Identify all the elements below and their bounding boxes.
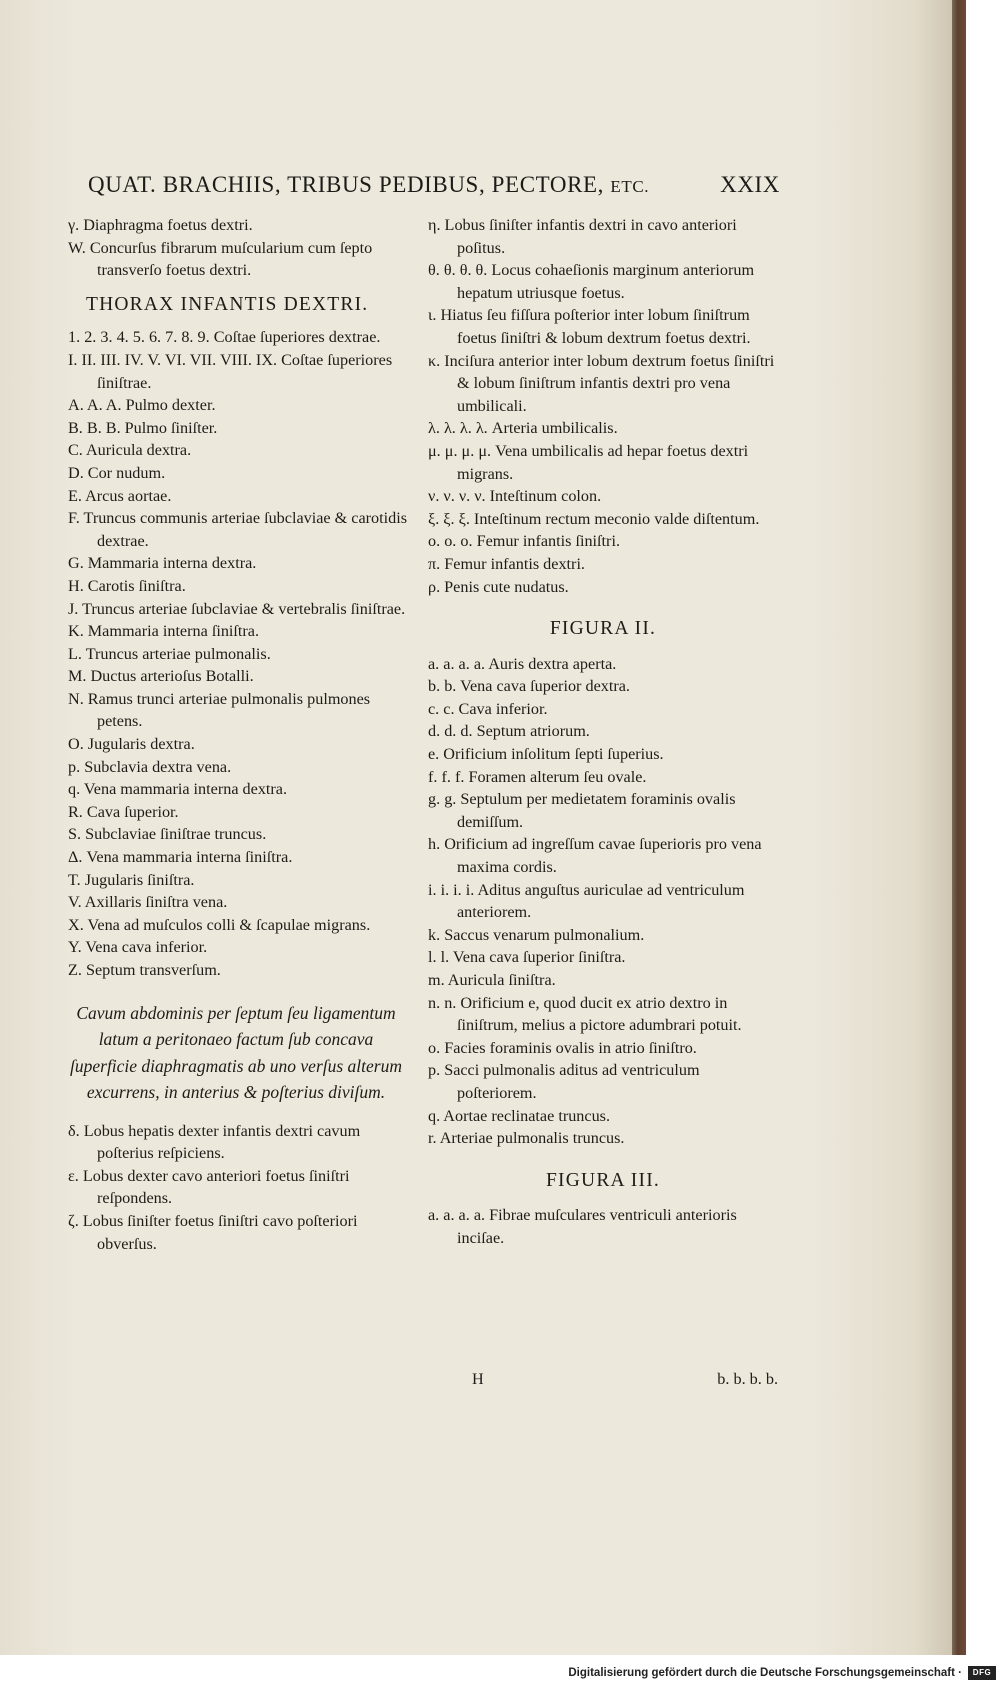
legend-entry: O. Jugularis dextra. xyxy=(68,735,195,754)
right-entries-top xyxy=(428,214,778,598)
legend-entry: ι. Hiatus ſeu fiſſura poſterior inter lobum ſiniſtrum foetus ſiniſtri & lobum dextrum foetus dextri. xyxy=(428,306,751,347)
right-column xyxy=(428,214,778,1250)
legend-entry: n. n. Orificium e, quod ducit ex atrio dextro in ſiniſtrum, melius a pictore adumbrari potuit. xyxy=(428,993,742,1035)
legend-entry: γ. Diaphragma foetus dextri. xyxy=(68,216,253,234)
legend-entry: R. Cava ſuperior. xyxy=(68,802,179,821)
legend-entry: ζ. Lobus ſiniſter foetus ſiniſtri cavo poſteriori obverſus. xyxy=(68,1211,358,1253)
legend-entry: m. Auricula ſiniſtra. xyxy=(428,971,556,989)
legend-entry: q. Aortae reclinatae truncus. xyxy=(428,1106,611,1125)
legend-entry: l. l. Vena cava ſuperior ſiniſtra. xyxy=(428,948,626,967)
legend-entry: p. Sacci pulmonalis aditus ad ventriculum poſteriorem. xyxy=(428,1061,700,1102)
legend-entry: q. Vena mammaria interna dextra. xyxy=(68,780,288,799)
legend-entry: W. Concurſus fibrarum muſcularium cum ſepto transverſo foetus dextri. xyxy=(68,238,373,280)
legend-entry: 1. 2. 3. 4. 5. 6. 7. 8. 9. Coſtae ſuperiores dextrae. xyxy=(68,328,381,347)
thorax-entries xyxy=(68,326,410,981)
figura-3-entries xyxy=(428,1204,778,1249)
legend-entry: C. Auricula dextra. xyxy=(68,441,192,460)
legend-entry: r. Arteriae pulmonalis truncus. xyxy=(428,1129,625,1148)
legend-entry: c. c. Cava inferior. xyxy=(428,699,548,718)
legend-entry: G. Mammaria interna dextra. xyxy=(68,554,257,573)
legend-entry: E. Arcus aortae. xyxy=(68,486,172,505)
legend-entry: F. Truncus communis arteriae ſubclaviae & carotidis dextrae. xyxy=(68,509,408,550)
thorax-heading: THORAX INFANTIS DEXTRI. xyxy=(86,293,369,315)
legend-entry: S. Subclaviae ſiniſtrae truncus. xyxy=(68,825,267,844)
figura-2-heading: FIGURA II. xyxy=(549,618,657,640)
running-header xyxy=(88,172,780,198)
legend-entry: Z. Septum transverſum. xyxy=(68,961,221,979)
legend-entry: h. Orificium ad ingreſſum cavae ſuperioris pro vena maxima cordis. xyxy=(428,835,762,877)
legend-entry: p. Subclavia dextra vena. xyxy=(68,757,232,776)
figura-2-entries xyxy=(428,653,778,1150)
catchword: b. b. b. b. xyxy=(717,1370,778,1388)
legend-entry: ν. ν. ν. ν. Inteſtinum colon. xyxy=(428,487,602,506)
legend-entry: f. f. f. Foramen alterum ſeu ovale. xyxy=(428,767,647,786)
running-head-etc: ETC. xyxy=(610,177,650,196)
digitization-credit xyxy=(0,1655,1000,1690)
legend-entry: H. Carotis ſiniſtra. xyxy=(68,576,186,595)
legend-entry: ο. ο. ο. Femur infantis ſiniſtri. xyxy=(428,532,620,551)
legend-entry: k. Saccus venarum pulmonalium. xyxy=(428,925,645,944)
credit-text: Digitalisierung gefördert durch die Deutsche Forschungsgemeinschaft · xyxy=(568,1666,962,1679)
page-number: XXIX xyxy=(720,172,780,197)
legend-entry: κ. Inciſura anterior inter lobum dextrum foetus ſiniſtri & lobum ſiniſtrum infantis dextri pro vena umbilicali. xyxy=(428,351,775,415)
legend-entry: η. Lobus ſiniſter infantis dextri in cavo anteriori poſitus. xyxy=(428,216,737,257)
legend-entry: I. II. III. IV. V. VI. VII. VIII. IX. Coſtae ſuperiores ſiniſtrae. xyxy=(68,350,393,392)
legend-entry: Y. Vena cava inferior. xyxy=(68,938,208,957)
legend-entry: θ. θ. θ. θ. Locus cohaeſionis marginum anteriorum hepatum utriusque foetus. xyxy=(428,261,755,302)
legend-entry: J. Truncus arteriae ſubclaviae & vertebralis ſiniſtrae. xyxy=(68,599,406,618)
legend-entry: ε. Lobus dexter cavo anteriori foetus ſiniſtri reſpondens. xyxy=(68,1166,350,1208)
legend-entry: g. g. Septulum per medietatem foraminis ovalis demiſſum. xyxy=(428,790,736,831)
legend-entry: X. Vena ad muſculos colli & ſcapulae migrans. xyxy=(68,915,371,934)
legend-entry: Δ. Vena mammaria interna ſiniſtra. xyxy=(68,848,293,867)
legend-entry: d. d. d. Septum atriorum. xyxy=(428,722,590,741)
legend-entry: A. A. A. Pulmo dexter. xyxy=(68,396,216,415)
legend-entry: i. i. i. i. Aditus anguſtus auriculae ad ventriculum anteriorem. xyxy=(428,880,745,922)
legend-entry: M. Ductus arterioſus Botalli. xyxy=(68,667,254,686)
legend-entry: μ. μ. μ. μ. Vena umbilicalis ad hepar foetus dextri migrans. xyxy=(428,441,749,483)
left-entries-top xyxy=(68,214,410,282)
legend-entry: L. Truncus arteriae pulmonalis. xyxy=(68,644,271,663)
legend-entry: π. Femur infantis dextri. xyxy=(428,554,585,573)
legend-entry: o. Facies foraminis ovalis in atrio ſiniſtro. xyxy=(428,1038,697,1057)
legend-entry: δ. Lobus hepatis dexter infantis dextri cavum poſterius reſpiciens. xyxy=(68,1121,361,1163)
figura-3-heading: FIGURA III. xyxy=(546,1169,660,1191)
legend-entry: N. Ramus trunci arteriae pulmonalis pulmones petens. xyxy=(68,689,371,731)
page-edge-shadow xyxy=(952,0,966,1655)
left-column xyxy=(68,214,410,1255)
legend-entry: B. B. B. Pulmo ſiniſter. xyxy=(68,418,218,437)
signature-mark: H xyxy=(472,1370,484,1388)
legend-entry: a. a. a. a. Fibrae muſculares ventriculi anterioris inciſae. xyxy=(428,1206,737,1247)
legend-entry: K. Mammaria interna ſiniſtra. xyxy=(68,622,260,641)
page-footer xyxy=(428,1370,778,1389)
legend-entry: ρ. Penis cute nudatus. xyxy=(428,577,569,596)
dfg-logo-icon: DFG xyxy=(968,1666,996,1680)
legend-entry: ξ. ξ. ξ. Inteſtinum rectum meconio valde diſtentum. xyxy=(428,509,760,528)
abdomen-entries xyxy=(68,1120,410,1256)
legend-entry: b. b. Vena cava ſuperior dextra. xyxy=(428,677,630,696)
legend-entry: e. Orificium inſolitum ſepti ſuperius. xyxy=(428,745,664,764)
legend-entry: a. a. a. a. Auris dextra aperta. xyxy=(428,654,617,673)
legend-entry: T. Jugularis ſiniſtra. xyxy=(68,870,195,889)
cavum-abdominis-caption: Cavum abdominis per ſeptum ſeu ligamentum latum a peritonaeo factum ſub concava ſuperficie diaphragmatis ab uno verſus alterum excurrens, in anterius & poſterius diviſum. xyxy=(70,1002,402,1103)
running-head-title: QUAT. BRACHIIS, TRIBUS PEDIBUS, PECTORE, ETC. xyxy=(88,172,650,197)
legend-entry: D. Cor nudum. xyxy=(68,463,166,482)
legend-entry: λ. λ. λ. λ. Arteria umbilicalis. xyxy=(428,419,618,438)
legend-entry: V. Axillaris ſiniſtra vena. xyxy=(68,893,228,912)
